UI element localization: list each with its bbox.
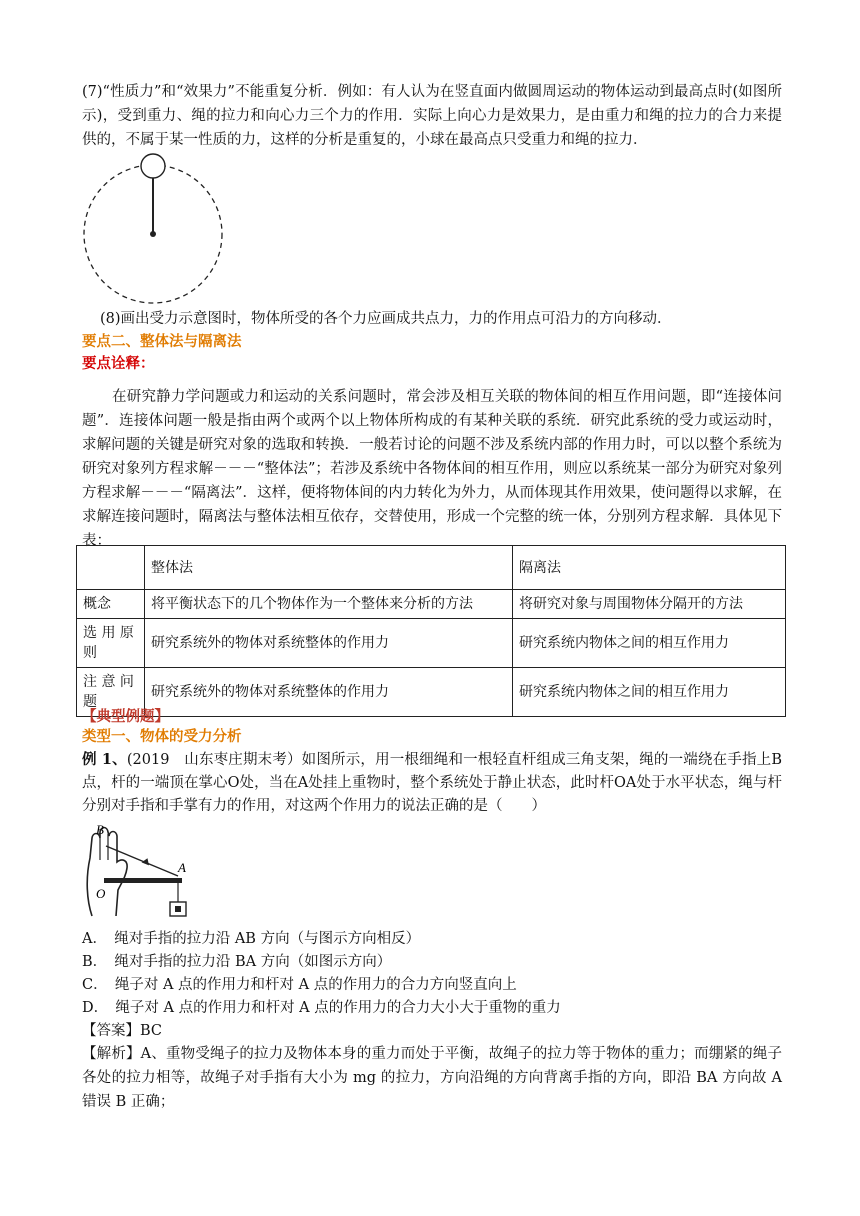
- example-label: 例 1、: [82, 751, 127, 768]
- table-row: [77, 619, 786, 668]
- paragraph-7: (7)“性质力”和“效果力”不能重复分析．例如：有人认为在竖直面内做圆周运动的物体运动到最高点时(如图所示)，受到重力、绳的拉力和向心力三个力的作用．实际上向心力是效果力，是由重力和绳的拉力的合力来提供的，不属于某一性质的力，这样的分析是重复的，小球在最高点只受重力和绳的拉力．: [82, 84, 782, 148]
- label-A: A: [178, 860, 186, 875]
- option-c: C． 绳子对 A 点的作用力和杆对 A 点的作用力的合力方向竖直向上: [82, 977, 517, 993]
- example-1: [82, 748, 782, 818]
- comparison-table: [76, 545, 786, 717]
- analysis: 【解析】A、重物受绳子的拉力及物体本身的重力而处于平衡，故绳子的拉力等于物体的重力；而绷紧的绳子各处的拉力相等，故绳子对手指有大小为 mg 的拉力，方向沿绳的方向背离手指的方向，即沿 BA 方向故 A 错误 B 正确；: [82, 1046, 782, 1110]
- table-cell: 整体法: [145, 546, 513, 590]
- table-row: [77, 590, 786, 619]
- option-a: A． 绳对手指的拉力沿 AB 方向（与图示方向相反）: [82, 931, 421, 947]
- label-O: O: [96, 886, 106, 901]
- intro-paragraph: 在研究静力学问题或力和运动的关系问题时，常会涉及相互关联的物体间的相互作用问题，即“连接体问题”．连接体问题一般是指由两个或两个以上物体所构成的有某种关联的系统．研究此系统的受力或运动时，求解问题的关键是研究对象的选取和转换．一般若讨论的问题不涉及系统内部的作用力时，可以以整个系统为研究对象列方程求解－－－“整体法”；若涉及系统中各物体间的相互作用，则应以系统某一部分为研究对象列方程求解－－－“隔离法”．这样，便将物体间的内力转化为外力，从而体现其作用效果，使问题得以求解，在求解连接问题时，隔离法与整体法相互依存，交替使用，形成一个完整的统一体，分别列方程求解．具体见下表：: [82, 389, 782, 549]
- option-b: B． 绳对手指的拉力沿 BA 方向（如图示方向）: [82, 954, 392, 970]
- label-B: B: [96, 822, 104, 837]
- table-row: [77, 668, 786, 717]
- typical-examples-heading: 【典型例题】: [82, 708, 169, 725]
- type1-heading: 类型一、物体的受力分析: [82, 728, 242, 745]
- table-cell: 注 意 问 题: [77, 668, 145, 717]
- table-cell: 研究系统内物体之间的相互作用力: [513, 668, 786, 717]
- table-header-row: [77, 546, 786, 590]
- table-cell: 将平衡状态下的几个物体作为一个整体来分析的方法: [145, 590, 513, 619]
- circular-motion-figure: [76, 148, 236, 304]
- table-cell: 研究系统内物体之间的相互作用力: [513, 619, 786, 668]
- hand-triangle-figure: [82, 818, 200, 924]
- option-d: D． 绳子对 A 点的作用力和杆对 A 点的作用力的合力大小大于重物的重力: [82, 1000, 561, 1016]
- explain-heading: 要点诠释：: [82, 355, 155, 372]
- table-cell: 选 用 原 则: [77, 619, 145, 668]
- example-text: (2019 山东枣庄期末考）如图所示，用一根细绳和一根轻直杆组成三角支架，绳的一端绕在手指上B点，杆的一端顶在掌心O处，当在A处挂上重物时，整个系统处于静止状态，此时杆OA处于水平状态，绳与杆分别对手指和手掌有力的作用，对这两个作用力的说法正确的是（ ）: [82, 752, 783, 814]
- section-heading-2: 要点二、整体法与隔离法: [82, 333, 242, 350]
- table-cell: 概念: [77, 590, 145, 619]
- table-cell: 将研究对象与周围物体分隔开的方法: [513, 590, 786, 619]
- paragraph-8: (8)画出受力示意图时，物体所受的各个力应画成共点力，力的作用点可沿力的方向移动．: [100, 311, 672, 327]
- table-cell: 研究系统外的物体对系统整体的作用力: [145, 668, 513, 717]
- table-cell: 隔离法: [513, 546, 786, 590]
- table-cell: 研究系统外的物体对系统整体的作用力: [145, 619, 513, 668]
- table-cell: [77, 546, 145, 590]
- answer: 【答案】BC: [82, 1023, 163, 1039]
